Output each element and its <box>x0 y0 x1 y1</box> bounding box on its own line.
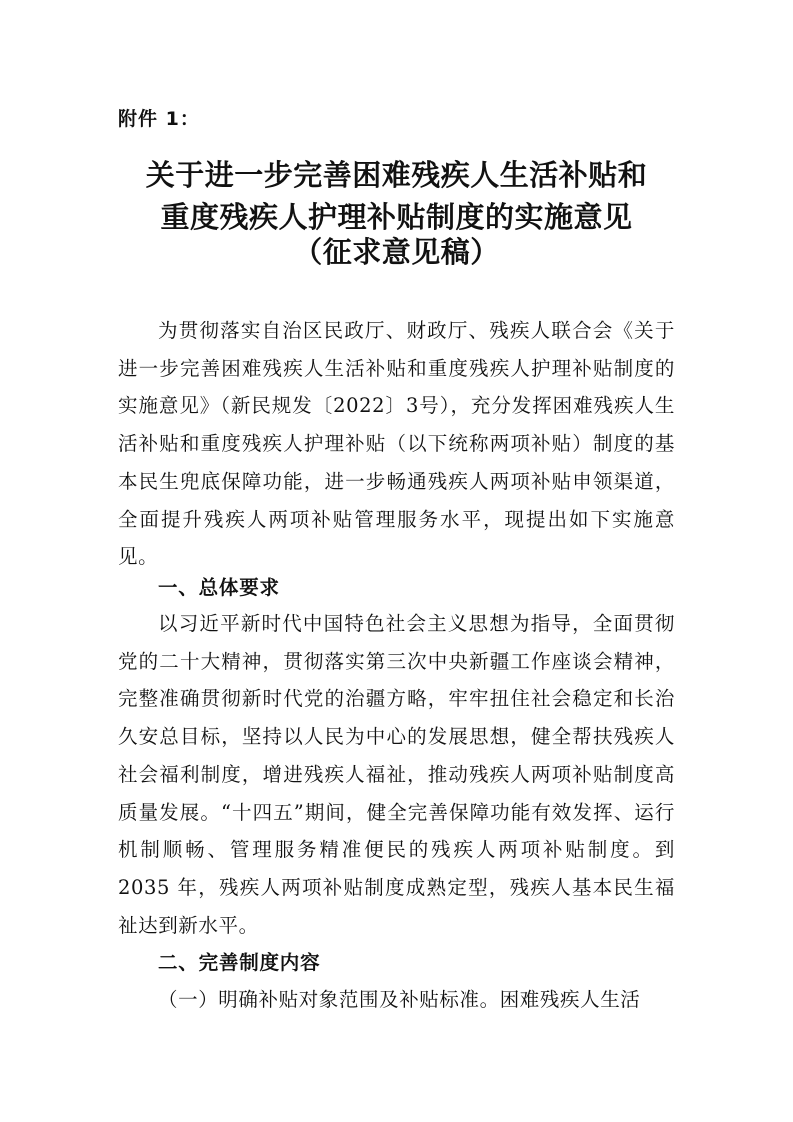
title-line-1: 关于进一步完善困难残疾人生活补贴和 <box>145 158 648 192</box>
title-line-3: （征求意见稿） <box>293 235 500 269</box>
intro-paragraph: 为贯彻落实自治区民政厅、财政厅、残疾人联合会《关于进一步完善困难残疾人生活补贴和重度残疾人护理补贴制度的实施意见》（新民规发〔2022〕3号），充分发挥困难残疾人生活补贴和重度残疾人护理补贴（以下统称两项补贴）制度的基本民生兜底保障功能，进一步畅通残疾人两项补贴申领渠道，全面提升残疾人两项补贴管理服务水平，现提出如下实施意见。 <box>118 319 675 569</box>
attachment-label: 附件 1： <box>118 108 200 130</box>
section-2-heading: 二、完善制度内容 <box>158 951 321 974</box>
title-line-2: 重度残疾人护理补贴制度的实施意见 <box>160 200 633 234</box>
section-2-subsection-1: （一）明确补贴对象范围及补贴标准。困难残疾人生活 <box>158 988 641 1011</box>
section-1-heading: 一、总体要求 <box>158 576 280 599</box>
section-1-paragraph: 以习近平新时代中国特色社会主义思想为指导，全面贯彻党的二十大精神，贯彻落实第三次中央新疆工作座谈会精神，完整准确贯彻新时代党的治疆方略，牢牢扭住社会稳定和长治久安总目标，坚持以人民为中心的发展思想，健全帮扶残疾人社会福利制度，增进残疾人福祉，推动残疾人两项补贴制度高质量发展。“十四五”期间，健全完善保障功能有效发挥、运行机制顺畅、管理服务精准便民的残疾人两项补贴制度。到 2035 年，残疾人两项补贴制度成熟定型，残疾人基本民生福祉达到新水平。 <box>118 612 675 937</box>
